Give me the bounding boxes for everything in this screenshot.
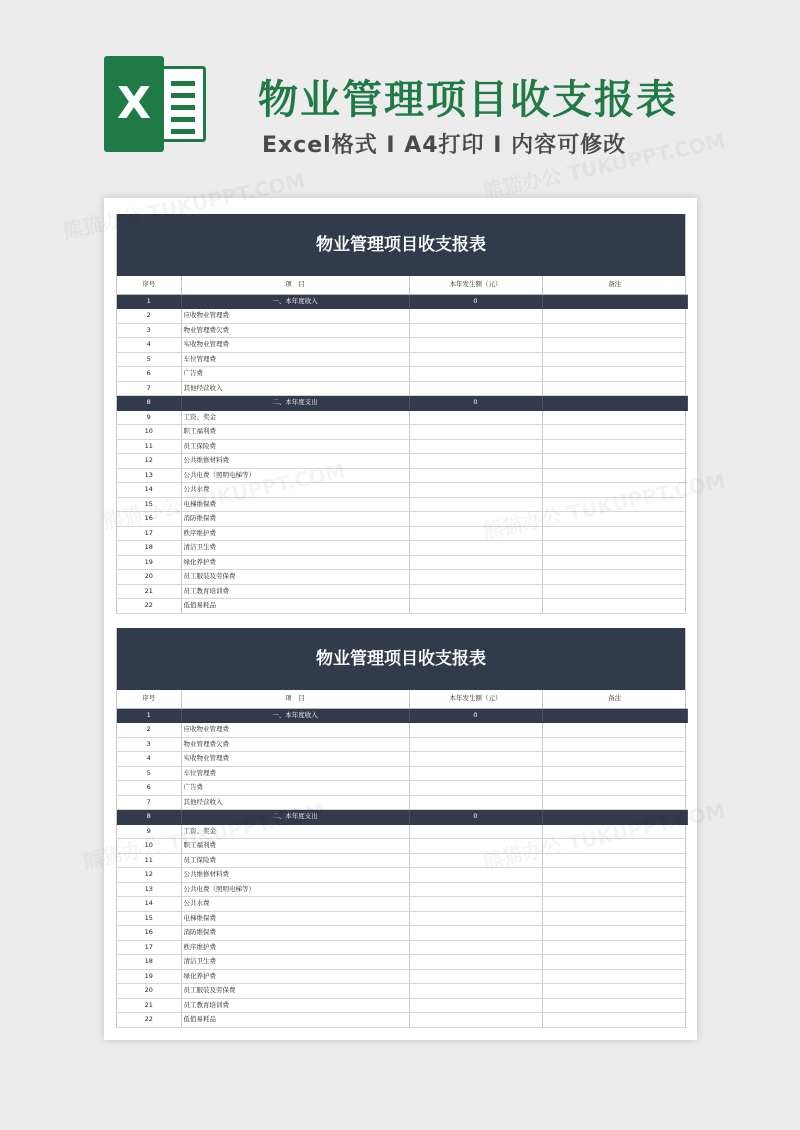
cell-note[interactable] — [542, 526, 687, 541]
cell-amount[interactable] — [409, 752, 542, 767]
cell-note[interactable] — [542, 512, 687, 527]
cell-item[interactable]: 车位管理费 — [181, 352, 409, 367]
table-row — [117, 497, 687, 512]
table-row — [117, 439, 687, 454]
cell-item[interactable]: 工资、奖金 — [181, 824, 409, 839]
column-header: 序号 — [117, 690, 181, 708]
cell-note[interactable] — [542, 570, 687, 585]
cell-amount[interactable] — [409, 323, 542, 338]
cell-note[interactable] — [542, 468, 687, 483]
section-row — [117, 810, 687, 825]
cell-amount[interactable] — [409, 570, 542, 585]
cell-item[interactable]: 应收物业管理费 — [181, 309, 409, 324]
cell-note[interactable] — [542, 367, 687, 382]
page-subtitle: Excel格式 I A4打印 I 内容可修改 — [262, 133, 627, 158]
cell-no[interactable]: 8 — [117, 810, 181, 825]
cell-item[interactable]: 其他经营收入 — [181, 381, 409, 396]
cell-note[interactable] — [542, 338, 687, 353]
cell-amount[interactable] — [409, 955, 542, 970]
cell-amount[interactable] — [409, 766, 542, 781]
cell-note[interactable] — [542, 737, 687, 752]
cell-note[interactable] — [542, 352, 687, 367]
cell-item[interactable]: 实收物业管理费 — [181, 338, 409, 353]
cell-no[interactable]: 9 — [117, 410, 181, 425]
table-row — [117, 723, 687, 738]
cell-amount[interactable] — [409, 526, 542, 541]
cell-item[interactable]: 低值易耗品 — [181, 599, 409, 614]
cell-no[interactable]: 10 — [117, 425, 181, 440]
cell-no[interactable]: 19 — [117, 969, 181, 984]
column-header: 项 目 — [181, 276, 409, 294]
table-row — [117, 526, 687, 541]
table-row — [117, 570, 687, 585]
cell-no[interactable]: 4 — [117, 752, 181, 767]
cell-amount[interactable] — [409, 853, 542, 868]
cell-no[interactable]: 6 — [117, 367, 181, 382]
cell-no[interactable]: 5 — [117, 352, 181, 367]
cell-note[interactable] — [542, 839, 687, 854]
cell-amount[interactable] — [409, 723, 542, 738]
cell-item[interactable]: 实收物业管理费 — [181, 752, 409, 767]
cell-amount[interactable]: 0 — [409, 810, 542, 825]
cell-no[interactable]: 12 — [117, 868, 181, 883]
cell-no[interactable]: 16 — [117, 926, 181, 941]
cell-note[interactable] — [542, 425, 687, 440]
cell-no[interactable]: 15 — [117, 497, 181, 512]
excel-logo — [104, 56, 208, 152]
cell-item[interactable]: 员工保险费 — [181, 439, 409, 454]
cell-note[interactable] — [542, 752, 687, 767]
table-row — [117, 338, 687, 353]
cell-no[interactable]: 11 — [117, 439, 181, 454]
table-row — [117, 599, 687, 614]
cell-no[interactable]: 3 — [117, 323, 181, 338]
cell-note[interactable] — [542, 483, 687, 498]
cell-note[interactable] — [542, 309, 687, 324]
cell-no[interactable]: 4 — [117, 338, 181, 353]
table-row — [117, 737, 687, 752]
cell-no[interactable]: 5 — [117, 766, 181, 781]
cell-no[interactable]: 18 — [117, 955, 181, 970]
cell-no[interactable]: 6 — [117, 781, 181, 796]
cell-no[interactable]: 22 — [117, 1013, 181, 1028]
cell-no[interactable]: 20 — [117, 570, 181, 585]
table-row — [117, 911, 687, 926]
cell-item[interactable]: 二、本年度支出 — [181, 810, 409, 825]
cell-no[interactable]: 19 — [117, 555, 181, 570]
cell-item[interactable]: 应收物业管理费 — [181, 723, 409, 738]
table-row — [117, 766, 687, 781]
cell-item[interactable]: 清洁卫生费 — [181, 541, 409, 556]
cell-no[interactable]: 15 — [117, 911, 181, 926]
cell-no[interactable]: 12 — [117, 454, 181, 469]
cell-amount[interactable] — [409, 497, 542, 512]
cell-item[interactable]: 绿化养护费 — [181, 555, 409, 570]
cell-item[interactable]: 物业管理费欠费 — [181, 737, 409, 752]
column-header: 本年发生额（元） — [409, 690, 542, 708]
table-row — [117, 468, 687, 483]
cell-amount[interactable] — [409, 352, 542, 367]
cell-amount[interactable] — [409, 868, 542, 883]
cell-no[interactable]: 14 — [117, 897, 181, 912]
cell-note[interactable] — [542, 969, 687, 984]
cell-note[interactable] — [542, 911, 687, 926]
cell-item[interactable]: 二、本年度支出 — [181, 396, 409, 411]
cell-note[interactable] — [542, 584, 687, 599]
table-row — [117, 1013, 687, 1028]
cell-item[interactable]: 工资、奖金 — [181, 410, 409, 425]
cell-note[interactable] — [542, 396, 687, 411]
cell-amount[interactable] — [409, 309, 542, 324]
report-table — [117, 276, 688, 614]
cell-amount[interactable] — [409, 926, 542, 941]
cell-no[interactable]: 17 — [117, 526, 181, 541]
table-row — [117, 824, 687, 839]
cell-note[interactable] — [542, 998, 687, 1013]
paper-preview — [104, 198, 697, 1040]
cell-amount[interactable]: 0 — [409, 396, 542, 411]
cell-no[interactable]: 18 — [117, 541, 181, 556]
cell-item[interactable]: 员工保险费 — [181, 853, 409, 868]
table-row — [117, 969, 687, 984]
cell-amount[interactable] — [409, 984, 542, 999]
cell-item[interactable]: 员工服装及劳保费 — [181, 570, 409, 585]
table-row — [117, 781, 687, 796]
cell-amount[interactable] — [409, 367, 542, 382]
table-row — [117, 882, 687, 897]
cell-amount[interactable] — [409, 483, 542, 498]
cell-item[interactable]: 公共水费 — [181, 897, 409, 912]
table-row — [117, 839, 687, 854]
cell-note[interactable] — [542, 955, 687, 970]
cell-amount[interactable] — [409, 795, 542, 810]
cell-item[interactable]: 职工福利费 — [181, 839, 409, 854]
cell-amount[interactable] — [409, 911, 542, 926]
section-row — [117, 396, 687, 411]
cell-note[interactable] — [542, 853, 687, 868]
sheet-title: 物业管理项目收支报表 — [117, 214, 685, 276]
cell-no[interactable]: 13 — [117, 468, 181, 483]
table-row — [117, 381, 687, 396]
column-header: 本年发生额（元） — [409, 276, 542, 294]
cell-amount[interactable] — [409, 410, 542, 425]
cell-note[interactable] — [542, 897, 687, 912]
cell-item[interactable]: 低值易耗品 — [181, 1013, 409, 1028]
cell-no[interactable]: 1 — [117, 708, 181, 723]
cell-item[interactable]: 物业管理费欠费 — [181, 323, 409, 338]
cell-item[interactable]: 公共电费（照明电梯等） — [181, 468, 409, 483]
cell-no[interactable]: 8 — [117, 396, 181, 411]
cell-item[interactable]: 绿化养护费 — [181, 969, 409, 984]
cell-amount[interactable] — [409, 998, 542, 1013]
table-row — [117, 940, 687, 955]
cell-item[interactable]: 员工教育培训费 — [181, 584, 409, 599]
cell-amount[interactable] — [409, 1013, 542, 1028]
table-row — [117, 998, 687, 1013]
cell-note[interactable] — [542, 723, 687, 738]
cell-no[interactable]: 7 — [117, 795, 181, 810]
cell-amount[interactable] — [409, 737, 542, 752]
cell-item[interactable]: 广告费 — [181, 367, 409, 382]
column-header: 序号 — [117, 276, 181, 294]
cell-note[interactable] — [542, 599, 687, 614]
table-header-row — [117, 690, 687, 708]
cell-amount[interactable] — [409, 338, 542, 353]
table-row — [117, 984, 687, 999]
cell-no[interactable]: 10 — [117, 839, 181, 854]
cell-note[interactable] — [542, 323, 687, 338]
cell-note[interactable] — [542, 795, 687, 810]
cell-item[interactable]: 电梯维保费 — [181, 911, 409, 926]
table-row — [117, 926, 687, 941]
cell-item[interactable]: 电梯维保费 — [181, 497, 409, 512]
cell-amount[interactable] — [409, 781, 542, 796]
cell-item[interactable]: 秩序维护费 — [181, 940, 409, 955]
cell-item[interactable]: 公共维修材料费 — [181, 868, 409, 883]
cell-item[interactable]: 清洁卫生费 — [181, 955, 409, 970]
cell-amount[interactable] — [409, 512, 542, 527]
cell-note[interactable] — [542, 766, 687, 781]
cell-no[interactable]: 2 — [117, 723, 181, 738]
cell-note[interactable] — [542, 926, 687, 941]
table-row — [117, 555, 687, 570]
cell-amount[interactable] — [409, 599, 542, 614]
cell-no[interactable]: 9 — [117, 824, 181, 839]
cell-no[interactable]: 21 — [117, 584, 181, 599]
cell-note[interactable] — [542, 497, 687, 512]
cell-amount[interactable] — [409, 381, 542, 396]
table-row — [117, 868, 687, 883]
cell-amount[interactable] — [409, 940, 542, 955]
cell-note[interactable] — [542, 940, 687, 955]
cell-amount[interactable] — [409, 882, 542, 897]
cell-no[interactable]: 20 — [117, 984, 181, 999]
cell-no[interactable]: 13 — [117, 882, 181, 897]
table-row — [117, 512, 687, 527]
cell-no[interactable]: 11 — [117, 853, 181, 868]
column-header: 项 目 — [181, 690, 409, 708]
cell-no[interactable]: 14 — [117, 483, 181, 498]
cell-amount[interactable] — [409, 555, 542, 570]
cell-note[interactable] — [542, 824, 687, 839]
cell-note[interactable] — [542, 882, 687, 897]
cell-item[interactable]: 秩序维护费 — [181, 526, 409, 541]
cell-no[interactable]: 2 — [117, 309, 181, 324]
report-sheet — [116, 214, 686, 614]
excel-x-icon: X — [104, 56, 164, 152]
cell-item[interactable]: 公共电费（照明电梯等） — [181, 882, 409, 897]
cell-amount[interactable] — [409, 454, 542, 469]
cell-no[interactable]: 22 — [117, 599, 181, 614]
cell-amount[interactable] — [409, 425, 542, 440]
cell-note[interactable] — [542, 984, 687, 999]
cell-amount[interactable] — [409, 439, 542, 454]
table-row — [117, 752, 687, 767]
table-row — [117, 584, 687, 599]
cell-no[interactable]: 21 — [117, 998, 181, 1013]
cell-note[interactable] — [542, 708, 687, 723]
cell-amount[interactable] — [409, 468, 542, 483]
column-header: 备注 — [542, 276, 687, 294]
table-row — [117, 853, 687, 868]
cell-no[interactable]: 1 — [117, 294, 181, 309]
table-row — [117, 425, 687, 440]
cell-note[interactable] — [542, 294, 687, 309]
cell-item[interactable]: 职工福利费 — [181, 425, 409, 440]
cell-note[interactable] — [542, 381, 687, 396]
table-row — [117, 367, 687, 382]
table-row — [117, 897, 687, 912]
cell-item[interactable]: 车位管理费 — [181, 766, 409, 781]
table-row — [117, 795, 687, 810]
cell-item[interactable]: 其他经营收入 — [181, 795, 409, 810]
column-header: 备注 — [542, 690, 687, 708]
table-row — [117, 309, 687, 324]
cell-note[interactable] — [542, 439, 687, 454]
section-row — [117, 294, 687, 309]
cell-item[interactable]: 公共水费 — [181, 483, 409, 498]
table-row — [117, 454, 687, 469]
page-title: 物业管理项目收支报表 — [258, 77, 678, 123]
cell-note[interactable] — [542, 555, 687, 570]
cell-item[interactable]: 一、本年度收入 — [181, 294, 409, 309]
cell-note[interactable] — [542, 1013, 687, 1028]
cell-amount[interactable] — [409, 584, 542, 599]
report-sheet — [116, 628, 686, 1028]
cell-amount[interactable] — [409, 824, 542, 839]
table-row — [117, 352, 687, 367]
cell-note[interactable] — [542, 868, 687, 883]
cell-note[interactable] — [542, 541, 687, 556]
cell-no[interactable]: 16 — [117, 512, 181, 527]
cell-no[interactable]: 3 — [117, 737, 181, 752]
cell-note[interactable] — [542, 781, 687, 796]
cell-amount[interactable]: 0 — [409, 294, 542, 309]
cell-item[interactable]: 广告费 — [181, 781, 409, 796]
table-row — [117, 955, 687, 970]
section-row — [117, 708, 687, 723]
cell-item[interactable]: 员工服装及劳保费 — [181, 984, 409, 999]
cell-item[interactable]: 一、本年度收入 — [181, 708, 409, 723]
table-row — [117, 541, 687, 556]
cell-note[interactable] — [542, 454, 687, 469]
report-table — [117, 690, 688, 1028]
cell-no[interactable]: 17 — [117, 940, 181, 955]
cell-amount[interactable] — [409, 969, 542, 984]
cell-no[interactable]: 7 — [117, 381, 181, 396]
cell-amount[interactable] — [409, 897, 542, 912]
cell-note[interactable] — [542, 410, 687, 425]
cell-item[interactable]: 消防维保费 — [181, 512, 409, 527]
cell-item[interactable]: 消防维保费 — [181, 926, 409, 941]
sheet-title: 物业管理项目收支报表 — [117, 628, 685, 690]
table-header-row — [117, 276, 687, 294]
cell-note[interactable] — [542, 810, 687, 825]
cell-amount[interactable] — [409, 839, 542, 854]
table-row — [117, 323, 687, 338]
table-row — [117, 410, 687, 425]
cell-item[interactable]: 员工教育培训费 — [181, 998, 409, 1013]
table-row — [117, 483, 687, 498]
cell-amount[interactable] — [409, 541, 542, 556]
cell-amount[interactable]: 0 — [409, 708, 542, 723]
cell-item[interactable]: 公共维修材料费 — [181, 454, 409, 469]
